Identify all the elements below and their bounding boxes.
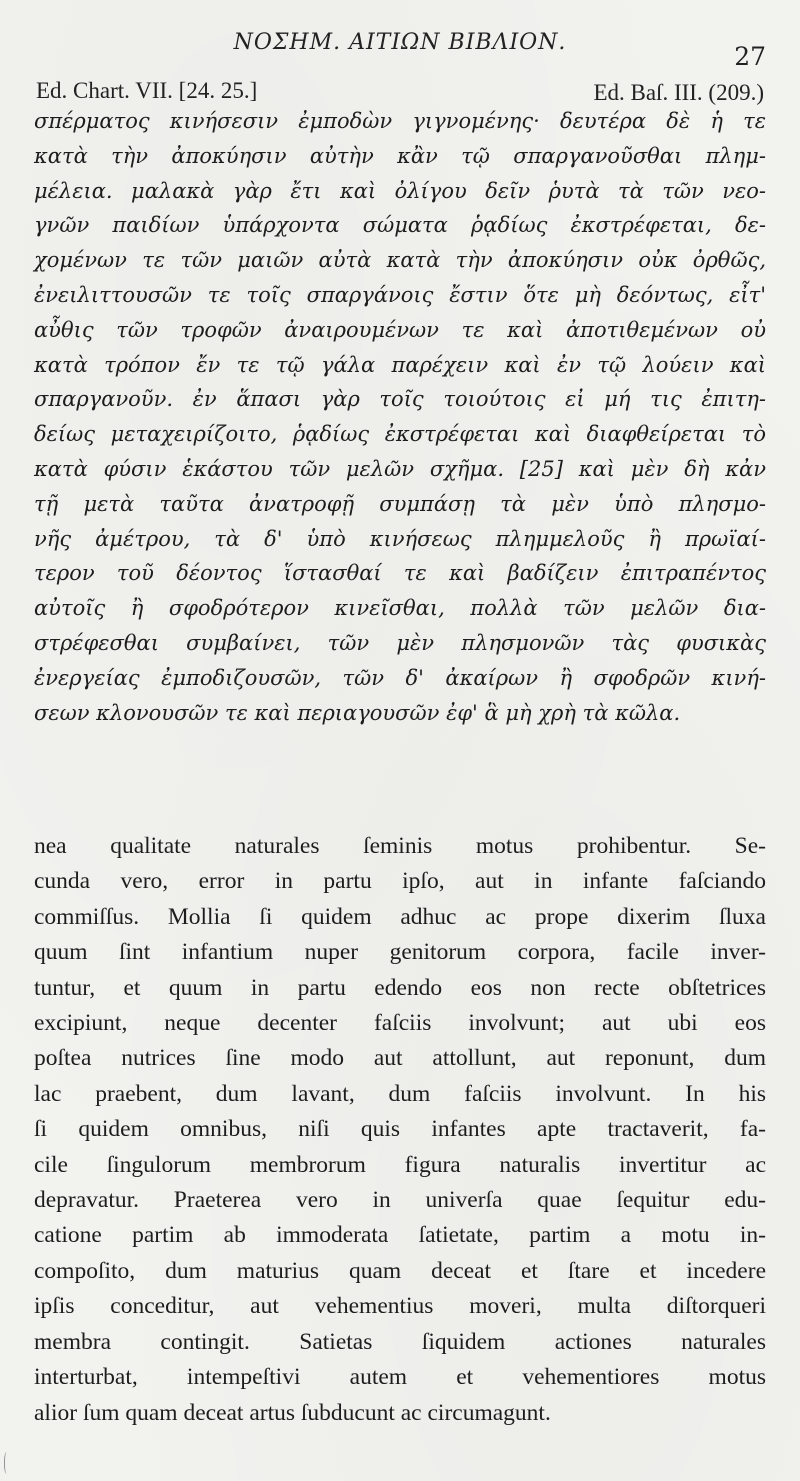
latin-line: depravatur. Praeterea vero in univerſa quae ſequitur edu-	[34, 1187, 766, 1214]
greek-line: κατὰ τρόπον ἔν τε τῷ γάλα παρέχειν καὶ ἐν τῷ λούειν καὶ	[34, 352, 766, 377]
edition-reference-left: Ed. Chart. VII. [24. 25.]	[36, 78, 258, 103]
greek-line: ἐνεργείας ἐμποδιζουσῶν, τῶν δ' ἀκαίρων ἢ σφοδρῶν κινή-	[34, 665, 766, 690]
greek-line: τῇ μετὰ ταῦτα ἀνατροφῇ συμπάσῃ τὰ μὲν ὑπὸ πλησμο-	[34, 491, 766, 516]
latin-line: excipiunt, neque decenter faſciis involvunt; aut ubi eos	[34, 1010, 766, 1037]
greek-line: στρέφεσθαι συμβαίνει, τῶν μὲν πλησμονῶν τὰς φυσικὰς	[34, 630, 766, 655]
latin-line: poſtea nutrices ſine modo aut attollunt, aut reponunt, dum	[34, 1045, 766, 1072]
greek-line: τερον τοῦ δέοντος ἵστασθαί τε καὶ βαδίζειν ἐπιτραπέντος	[34, 561, 766, 586]
greek-line: σπέρματος κινήσεσιν ἐμποδὼν γιγνομένης· δευτέρα δὲ ἡ τε	[34, 109, 766, 133]
latin-line: commiſſus. Mollia ſi quidem adhuc ac prope dixerim ſluxa	[34, 903, 766, 930]
running-head: ΝΟΣΗΜ. ΑΙΤΙΩΝ ΒΙΒΛΙΟΝ.	[233, 30, 567, 55]
greek-line: χομένων τε τῶν μαιῶν αὐτὰ κατὰ τὴν ἀποκύησιν οὐκ ὀρθῶς,	[34, 248, 766, 273]
greek-line: γνῶν παιδίων ὑπάρχοντα σώματα ῥᾳδίως ἐκστρέφεται, δε-	[34, 213, 766, 238]
edition-reference-right: Ed. Baſ. III. (209.)	[593, 80, 764, 105]
latin-line: lac praebent, dum lavant, dum faſciis involvunt. In his	[34, 1080, 766, 1107]
greek-line: νῆς ἀμέτρου, τὰ δ' ὑπὸ κινήσεως πλημμελοῦς ἢ πρωϊαί-	[34, 526, 766, 551]
greek-line: κατὰ τὴν ἀποκύησιν αὐτὴν κἂν τῷ σπαργανοῦσθαι πλημ-	[34, 143, 766, 168]
latin-line: catione partim ab immoderata ſatietate, partim a motu in-	[34, 1222, 766, 1249]
greek-line: ἐνειλιττουσῶν τε τοῖς σπαργάνοις ἔστιν ὅτε μὴ δεόντως, εἶτ'	[34, 282, 766, 307]
latin-line: nea qualitate naturales ſeminis motus prohibentur. Se-	[34, 833, 766, 859]
latin-line: cunda vero, error in partu ipſo, aut in infante faſciando	[34, 868, 766, 895]
greek-line: δείως μεταχειρίζοιτο, ῥᾳδίως ἐκστρέφεται καὶ διαφθείρεται τὸ	[34, 422, 766, 447]
greek-line: σπαργανοῦν. ἐν ἅπασι γὰρ τοῖς τοιούτοις εἰ μή τις ἐπιτη-	[34, 387, 766, 412]
page-number: 27	[734, 42, 766, 71]
latin-line: quum ſint infantium nuper genitorum corpora, facile inver-	[34, 939, 766, 966]
latin-line: membra contingit. Satietas ſiquidem actiones naturales	[34, 1328, 766, 1355]
latin-line: interturbat, intempeſtivi autem et vehementiores motus	[34, 1364, 766, 1391]
latin-line: compoſito, dum maturius quam deceat et ſtare et incedere	[34, 1257, 766, 1284]
greek-line: σεων κλονουσῶν τε καὶ περιαγουσῶν ἐφ' ἃ μὴ χρὴ τὰ κῶλα.	[34, 700, 681, 725]
greek-line: αὐτοῖς ἢ σφοδρότερον κινεῖσθαι, πολλὰ τῶν μελῶν δια-	[34, 596, 766, 621]
latin-text-block	[34, 829, 766, 1431]
greek-line: μέλεια. μαλακὰ γὰρ ἔτι καὶ ὀλίγου δεῖν ῥυτὰ τὰ τῶν νεο-	[34, 178, 766, 203]
latin-line: ipſis conceditur, aut vehementius moveri, multa diſtorqueri	[34, 1293, 766, 1320]
greek-text-block	[34, 104, 766, 730]
greek-line: κατὰ φύσιν ἑκάστου τῶν μελῶν σχῆμα. [25] καὶ μὲν δὴ κἀν	[34, 456, 766, 481]
margin-ink-mark	[4, 1452, 11, 1474]
latin-line: tuntur, et quum in partu edendo eos non recte obſtetrices	[34, 974, 766, 1001]
greek-line: αὖθις τῶν τροφῶν ἀναιρουμένων τε καὶ ἀποτιθεμένων οὐ	[34, 317, 766, 342]
latin-line: ſi quidem omnibus, niſi quis infantes apte tractaverit, fa-	[34, 1116, 766, 1143]
latin-line: alior ſum quam deceat artus ſubducunt ac circumagunt.	[34, 1399, 551, 1426]
latin-line: cile ſingulorum membrorum figura naturalis invertitur ac	[34, 1151, 766, 1178]
